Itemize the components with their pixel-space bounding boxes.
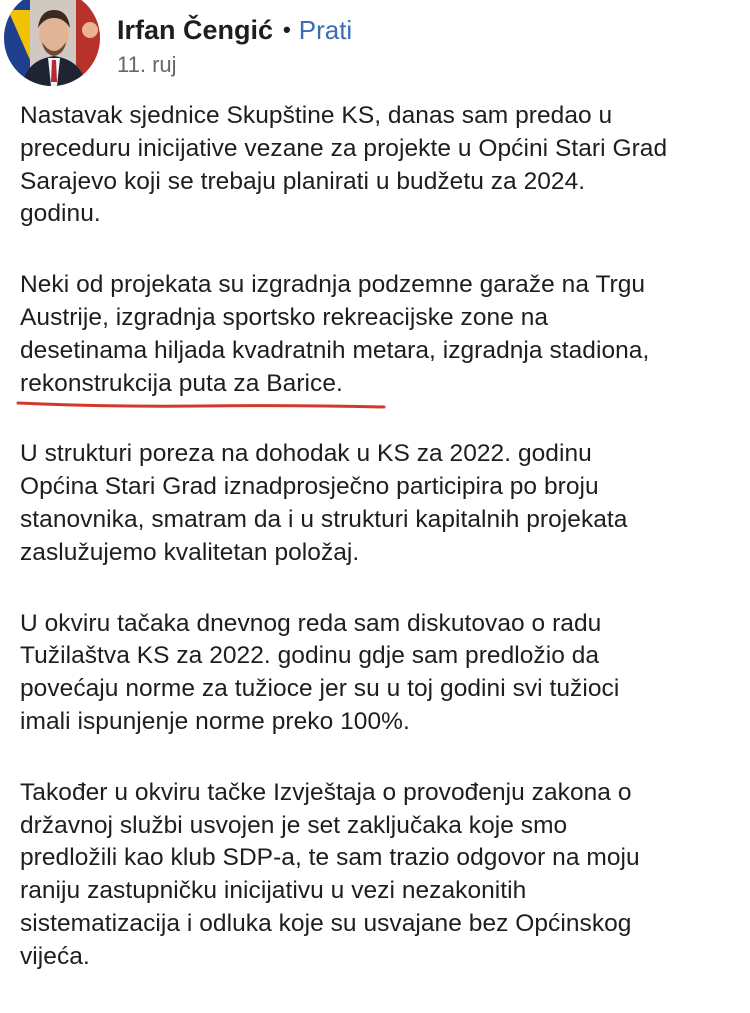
author-line: [117, 10, 352, 50]
text-line: državnoj službi usvojen je set zaključaka koje smo: [20, 811, 568, 839]
text-line: U strukturi poreza na dohodak u KS za 2022. godinu: [20, 440, 592, 468]
avatar-image: [4, 0, 100, 86]
text-line: Tužilaštva KS za 2022. godinu gdje sam predložio da: [20, 642, 600, 670]
text-line: zaslužujemo kvalitetan položaj.: [20, 538, 360, 566]
post-body: [20, 100, 740, 1012]
post-date[interactable]: 11. ruj: [117, 52, 177, 77]
text-line: preceduru inicijative vezane za projekte u Općini Stari Grad: [20, 134, 668, 162]
text-line: Nastavak sjednice Skupštine KS, danas sam predao u: [20, 102, 613, 129]
text-line: povećaju norme za tužioce jer su u toj godini svi tužioci: [20, 675, 620, 703]
text-line-underlined: [20, 368, 740, 401]
text-line: sistematizacija i odluka koje su usvajane bez Općinskog: [20, 909, 632, 937]
text-line: Austrije, izgradnja sportsko rekreacijske zone na: [20, 303, 549, 331]
text-line: Sarajevo koji se trebaju planirati u budžetu za 2024.: [20, 167, 586, 195]
red-underline-mark: [16, 400, 386, 410]
follow-button[interactable]: Prati: [298, 14, 353, 45]
separator-dot: •: [283, 17, 291, 42]
post-paragraph-3: [20, 438, 740, 569]
post-paragraph-1: [20, 100, 740, 231]
text-line: Također u okviru tačke Izvještaja o provođenju zakona o: [20, 778, 632, 806]
text-line: Općina Stari Grad iznadprosječno participira po broju: [20, 473, 599, 501]
text-line: raniju zastupničku inicijativu u vezi nezakonitih: [20, 877, 527, 905]
highlighted-phrase: [20, 368, 343, 401]
text-line: predložili kao klub SDP-a, te sam trazio odgovor na moju: [20, 844, 640, 872]
post-paragraph-2: [20, 269, 740, 400]
post-paragraph-4: [20, 608, 740, 739]
text-line: stanovnika, smatram da i u strukturi kapitalnih projekata: [20, 505, 628, 533]
post-paragraph-5: [20, 777, 740, 974]
highlighted-phrase-text: rekonstrukcija puta za Barice.: [20, 369, 343, 397]
text-line: desetinama hiljada kvadratnih metara, izgradnja stadiona,: [20, 336, 650, 364]
author-name[interactable]: Irfan Čengić: [117, 14, 274, 45]
avatar[interactable]: [4, 0, 100, 86]
text-line: vijeća.: [20, 942, 90, 970]
text-line: U okviru tačaka dnevnog reda sam diskutovao o radu: [20, 609, 602, 637]
text-line: imali ispunjenje norme preko 100%.: [20, 707, 410, 735]
text-line: godinu.: [20, 200, 101, 228]
post-header: [0, 0, 750, 90]
text-line: Neki od projekata su izgradnja podzemne garaže na Trgu: [20, 271, 646, 299]
